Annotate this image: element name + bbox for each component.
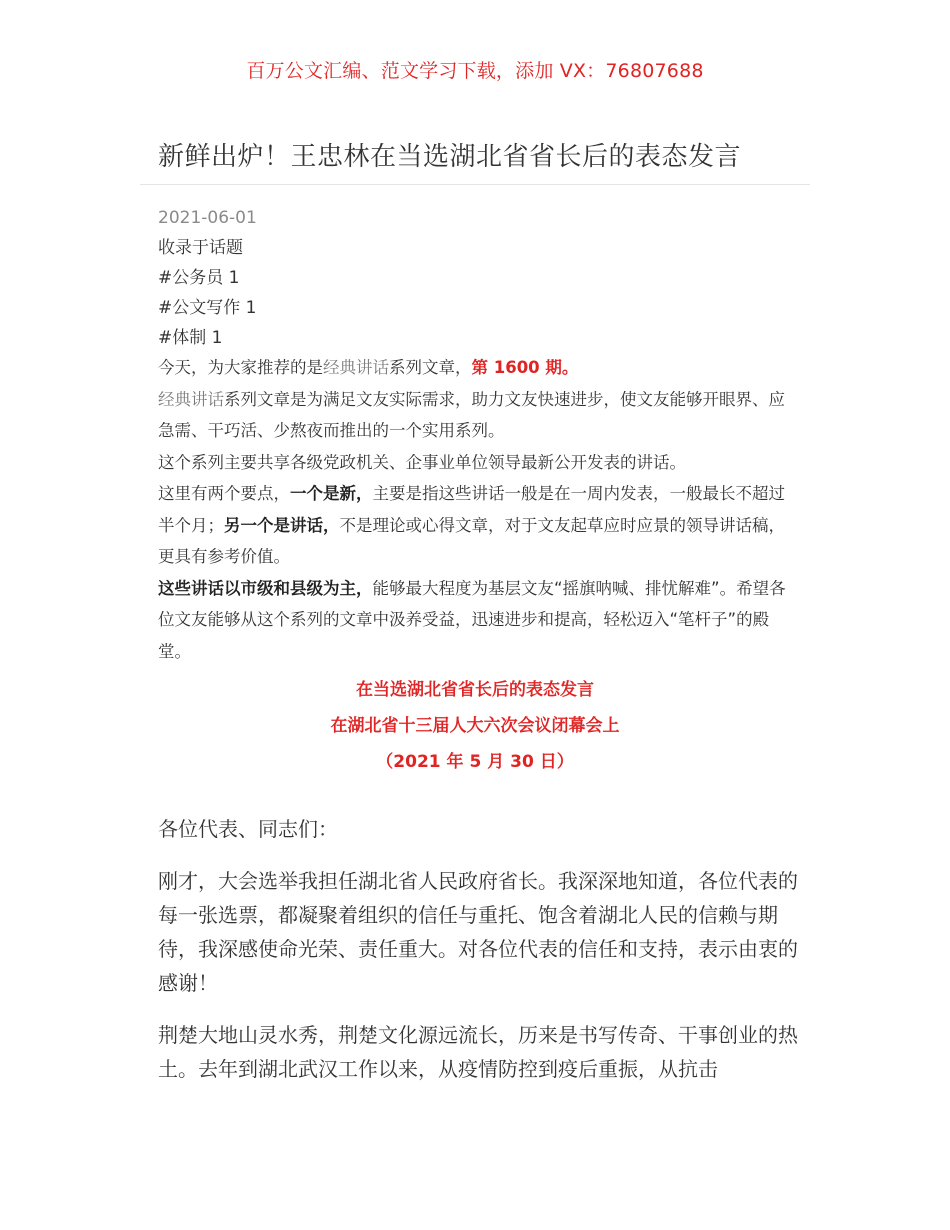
intro-text: 系列文章， [389, 358, 472, 377]
intro-paragraph: 这个系列主要共享各级党政机关、企事业单位领导最新公开发表的讲话。 [158, 452, 686, 472]
title-divider [140, 184, 810, 185]
series-name: 经典讲话 [323, 358, 389, 377]
issue-number: 第 1600 期。 [471, 358, 579, 377]
emphasis-text: 一个是新， [290, 484, 373, 503]
topic-tag[interactable]: #公务员 1 [158, 268, 240, 288]
speech-paragraph: 刚才，大会选举我担任湖北省人民政府省长。我深深地知道，各位代表的每一张选票，都凝聚着组织的信任与重托、饱含着湖北人民的信赖与期待，我深感使命光荣、责任重大。对各位代表的信任和支持，表示由衷的感谢！ [158, 869, 798, 995]
publish-date: 2021-06-01 [158, 208, 257, 228]
intro-paragraph [158, 384, 798, 447]
speech-body [158, 812, 798, 1104]
promo-banner: 百万公文汇编、范文学习下载，添加 VX：76807688 [246, 60, 704, 82]
intro-paragraph [158, 478, 798, 573]
topic-tag[interactable]: #公文写作 1 [158, 298, 257, 318]
article-meta [158, 203, 798, 353]
intro-paragraph [158, 573, 798, 668]
intro-text: 不是理论或心得文章，对于文友起草应时应景的领导讲话稿，更具有参考价值。 [158, 515, 785, 566]
intro-paragraph [158, 352, 798, 384]
speech-greeting: 各位代表、同志们： [158, 817, 338, 841]
intro-text: 系列文章是为满足文友实际需求，助力文友快速进步，使文友能够开眼界、应急需、干巧活、少熬夜而推出的一个实用系列。 [158, 389, 785, 440]
speech-title: 在当选湖北省省长后的表态发言 [356, 680, 594, 700]
series-intro [158, 352, 798, 667]
intro-text: 能够最大程度为基层文友“摇旗呐喊、排忧解难”。希望各位文友能够从这个系列的文章中汲养受益，迅速进步和提高，轻松迈入“笔杆子”的殿堂。 [158, 578, 786, 661]
series-name: 经典讲话 [158, 389, 224, 409]
article-title: 新鲜出炉！王忠林在当选湖北省省长后的表态发言 [158, 142, 742, 172]
intro-text: 主要是指这些讲话一般是在一周内发表，一般最长不超过半个月； [158, 484, 785, 535]
speech-header [158, 672, 792, 780]
intro-text: 这里有两个要点， [158, 484, 290, 503]
speech-paragraph: 荆楚大地山灵水秀，荆楚文化源远流长，历来是书写传奇、干事创业的热土。去年到湖北武汉工作以来，从疫情防控到疫后重振，从抗击 [158, 1023, 798, 1081]
topic-tag[interactable]: #体制 1 [158, 328, 223, 348]
intro-text: 今天，为大家推荐的是 [158, 358, 323, 377]
collected-label: 收录于话题 [158, 238, 243, 258]
emphasis-text: 另一个是讲话， [224, 515, 340, 535]
speech-date: （2021 年 5 月 30 日） [376, 752, 574, 772]
emphasis-text: 这些讲话以市级和县级为主， [158, 578, 373, 598]
speech-occasion: 在湖北省十三届人大六次会议闭幕会上 [330, 716, 620, 736]
